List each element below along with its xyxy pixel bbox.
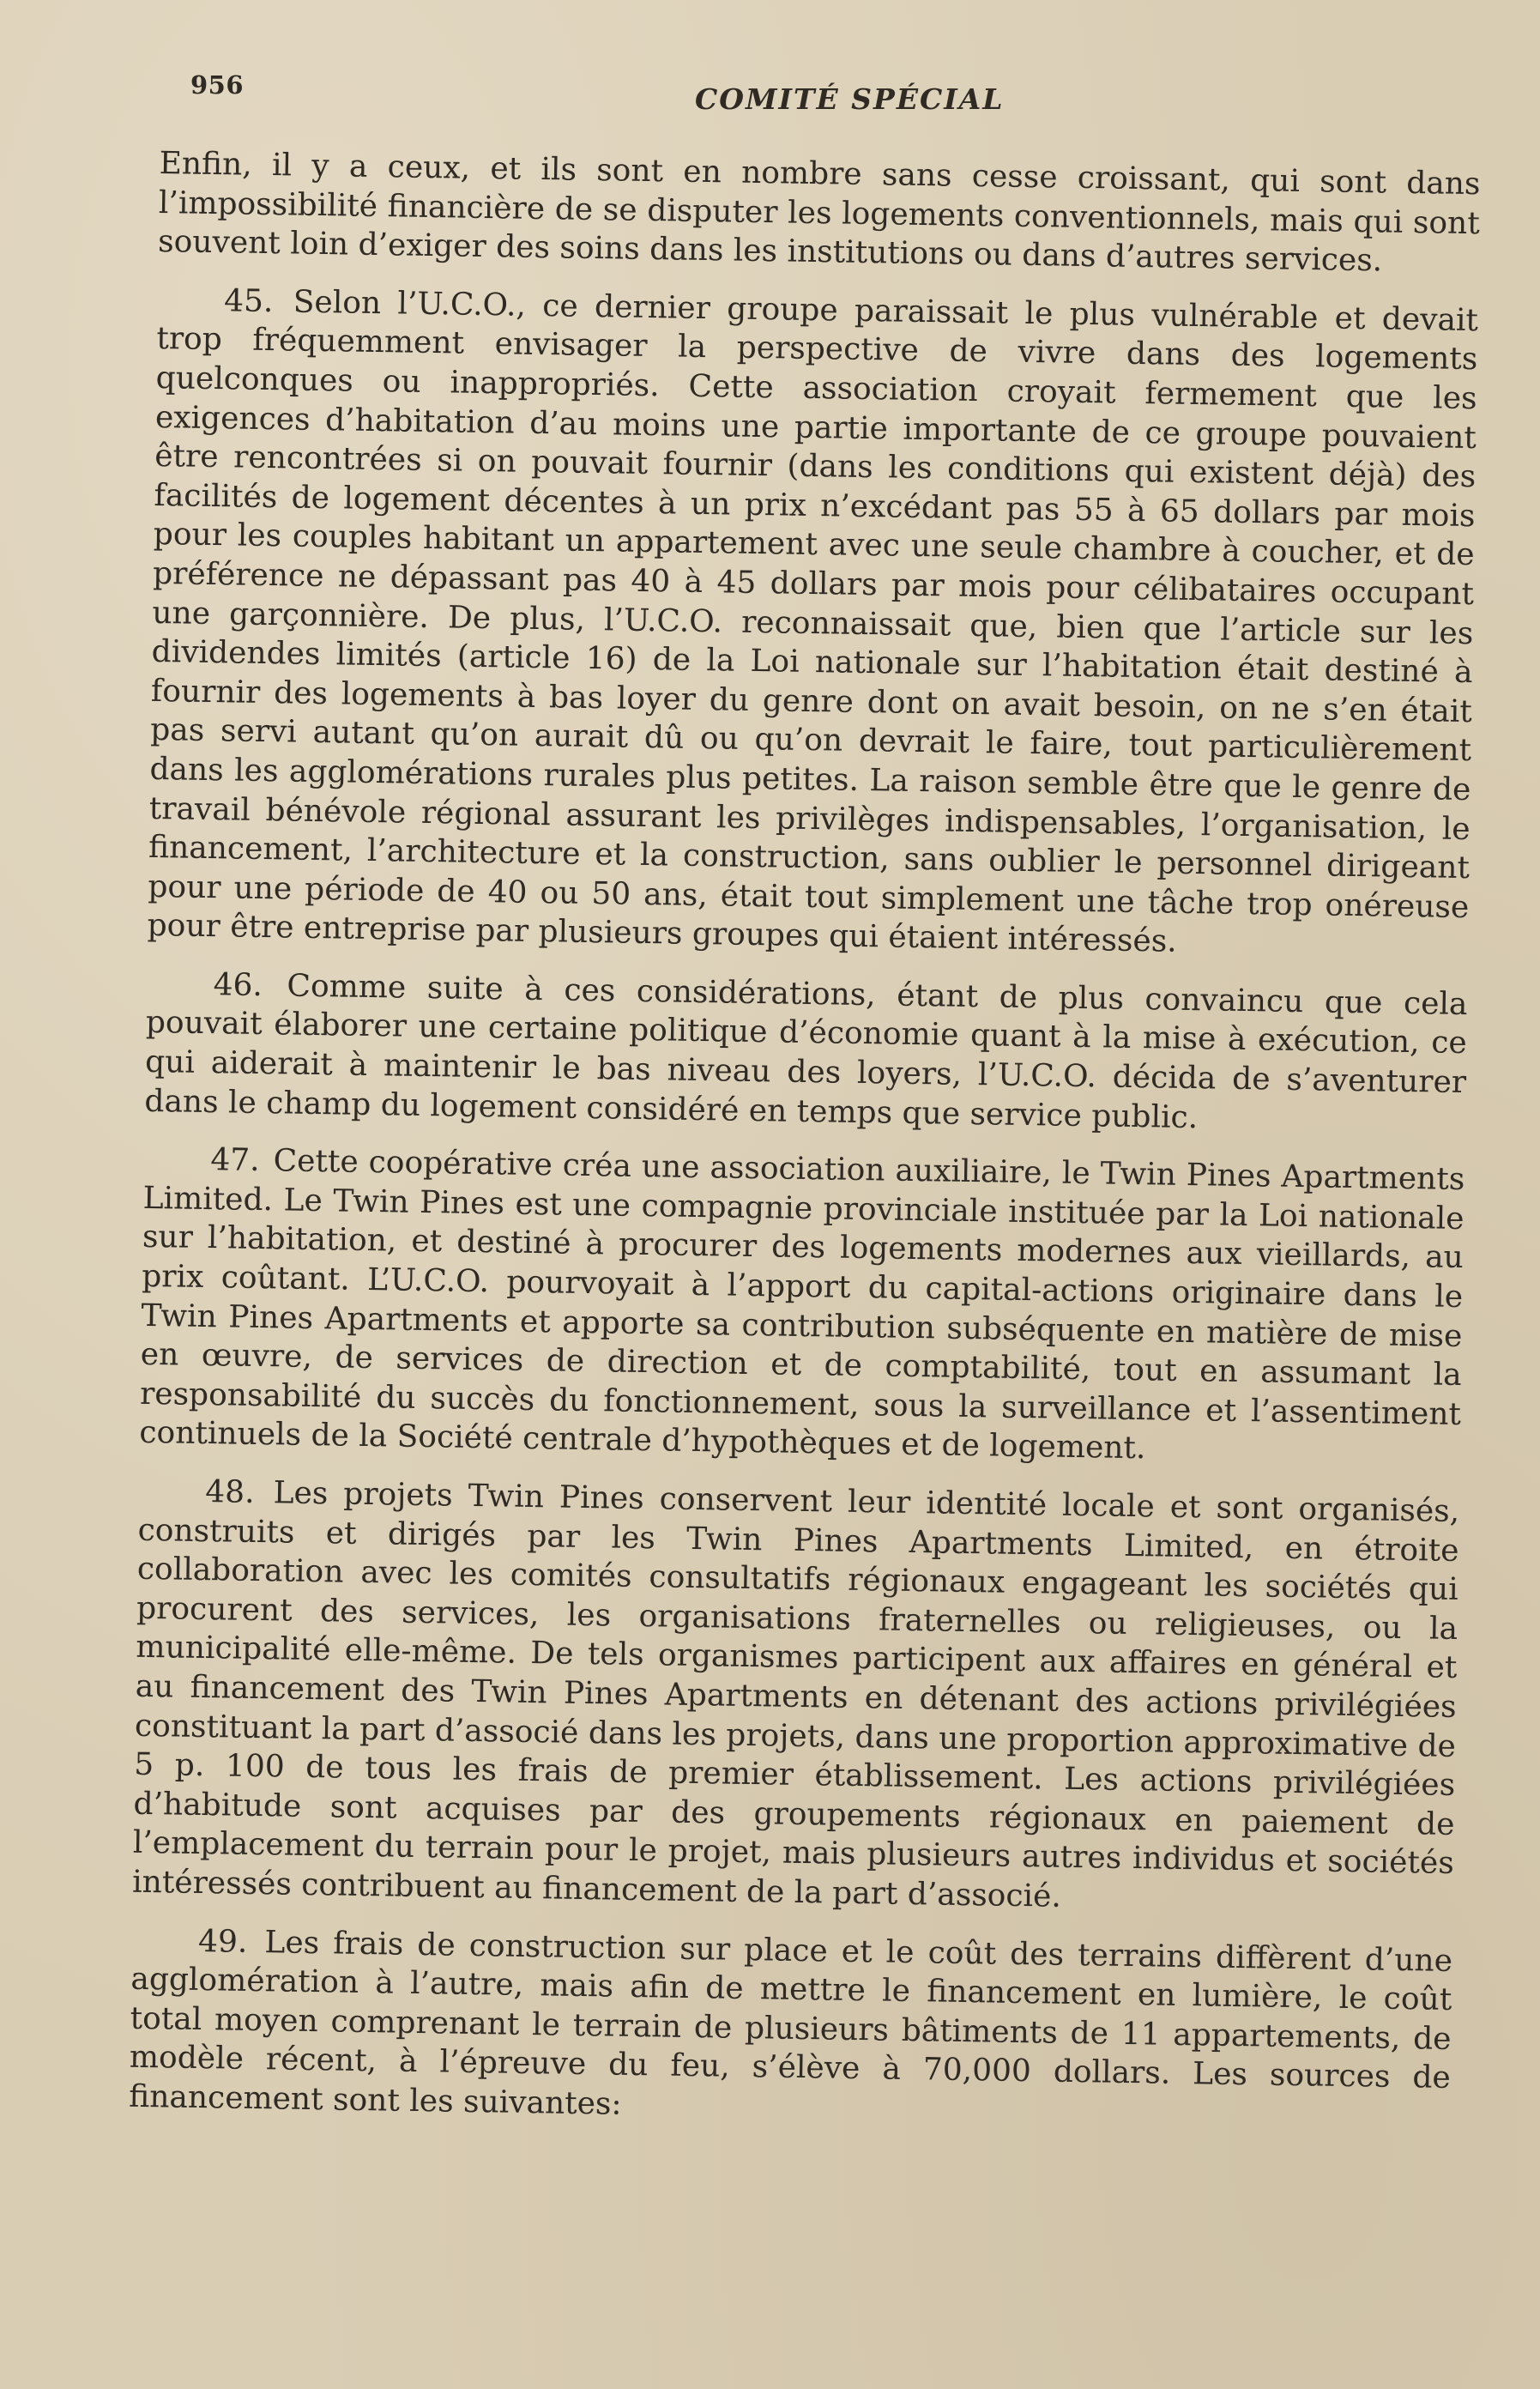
paragraph-text: Cette coopérative créa une association auxiliaire, le Twin Pines Apartments Limited. Le Twin Pines est une compagnie provinciale instituée par la Loi nationale sur l’habitation, et destiné à procurer des logements modernes aux vieillards, au prix coûtant. L’U.C.O. pourvoyait à l’apport du capital-actions originaire dans le Twin Pines Apartments et apporte sa contribution subséquente en matière de mise en œuvre, de services de direction et de comptabilité, tout en assumant la responsabilité du succès du fonctionnement, sous la surveillance et l’assentiment continuels de la Société centrale d’hypothèques et de logement. [139,1143,1465,1467]
paragraph-49 [129,1920,1452,2137]
paragraph-number: 47. [210,1142,260,1179]
paragraph-number: 48. [205,1474,255,1510]
paragraph-number: 46. [213,966,263,1003]
paragraph-47 [139,1140,1465,1473]
paragraph-number: 49. [197,1923,248,1960]
paragraph-intro [158,144,1481,282]
paragraph-text: Comme suite à ces considérations, étant de plus convaincu que cela pouvait élaborer une certaine politique d’économie quant à la mise à exécution, ce qui aiderait à maintenir le bas niveau des loyers, l’U.C.O. décida de s’aventurer dans le champ du logement considéré en temps que service public. [144,968,1468,1135]
paragraph-number: 45. [223,282,274,319]
paragraph-text: Les projets Twin Pines conservent leur identité locale et sont organisés, construits et dirigés par les Twin Pines Apartments Limited, en étroite collaboration avec les comités consultatifs régionaux engageant les sociétés qui procurent des services, les organisations fraternelles ou religieuses, ou la municipalité elle-même. De tels organismes participent aux affaires en général et au financement des Twin Pines Apartments en détenant des actions privilégiées constituant la part d’associé dans les projets, dans une proportion approximative de 5 p. 100 de tous les frais de premier établissement. Les actions privilégiées d’habitude sont acquises par des groupements régionaux en paiement de l’emplacement du terrain pour le projet, mais plusieurs autres individus et sociétés intéressés contribuent au financement de la part d’associé. [131,1475,1460,1914]
paragraph-text: Enfin, il y a ceux, et ils sont en nombre sans cesse croissant, qui sont dans l’impossibilité financière de se disputer les logements conventionnels, mais qui sont souvent loin d’exiger des soins dans les institutions ou dans d’autres services. [157,145,1481,279]
page-number: 956 [190,70,245,100]
paragraph-text: Les frais de construction sur place et le coût des terrains diffèrent d’une agglomération à l’autre, mais afin de mettre le financement en lumière, le coût total moyen comprenant le terrain de plusieurs bâtiments de 11 appartements, de modèle récent, à l’épreuve du feu, s’élève à 70,000 dollars. Les sources de financement sont les suivantes: [128,1924,1453,2122]
paragraph-48 [132,1472,1460,1923]
body-text [129,144,1481,2137]
paragraph-46 [144,965,1468,1142]
running-title: COMITÉ SPÉCIAL [695,82,1005,116]
paragraph-45 [147,281,1478,966]
paragraph-text: Selon l’U.C.O., ce dernier groupe paraissait le plus vulnérable et devait trop fréquemment envisager la perspective de vivre dans des logements quelconques ou inappropriés. Cette association croyait fermement que les exigences d’habitation d’au moins une partie importante de ce groupe pouvaient être rencontrées si on pouvait fournir (dans les conditions qui existent déjà) des facilités de logement décentes à un prix n’excédant pas 55 à 65 dollars par mois pour les couples habitant un appartement avec une seule chambre à coucher, et de préférence ne dépassant pas 40 à 45 dollars par mois pour célibataires occupant une garçonnière. De plus, l’U.C.O. reconnaissait que, bien que l’article sur les dividendes limités (article 16) de la Loi nationale sur l’habitation était destiné à fournir des logements à bas loyer du genre dont on avait besoin, on ne s’en était pas servi autant qu’on aurait dû ou qu’on devrait le faire, tout particulièrement dans les agglomérations rurales plus petites. La raison semble être que le genre de travail bénévole régional assurant les privilèges indispensables, l’organisation, le financement, l’architecture et la construction, sans oublier le personnel dirigeant pour une période de 40 ou 50 ans, était tout simplement une tâche trop onéreuse pour être entreprise par plusieurs groupes qui étaient intéressés. [147,284,1479,960]
